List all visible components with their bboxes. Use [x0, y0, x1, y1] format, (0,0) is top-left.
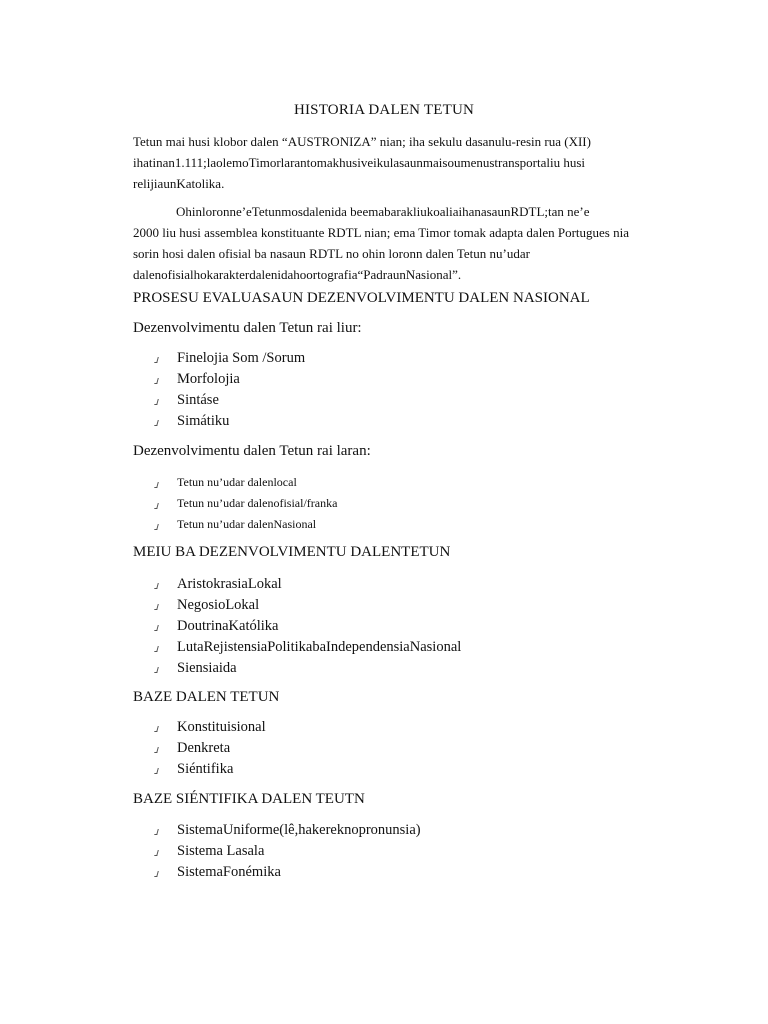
section-heading: BAZE DALEN TETUN [133, 689, 280, 705]
paragraph-line: 2000 liu husi assemblea konstituante RDTL nian; ema Timor tomak adapta dalen Portugues nia [133, 225, 629, 240]
bullet-icon [155, 420, 159, 426]
bullet-list [133, 822, 421, 885]
list-item [133, 719, 266, 740]
bullet-icon [155, 768, 159, 774]
bullet-icon [155, 357, 159, 363]
paragraph-line: dalenofisialhokarakterdalenidahoortografia“PadraunNasional”. [133, 267, 462, 282]
list-item [133, 761, 266, 782]
list-item-text: Simátiku [177, 413, 230, 429]
bullet-icon [155, 726, 159, 732]
list-item-text: Tetun nu’udar dalenlocal [177, 475, 297, 489]
bullet-icon [155, 747, 159, 753]
bullet-icon [155, 378, 159, 384]
bullet-icon [155, 646, 159, 652]
list-item [133, 864, 421, 885]
list-item [133, 597, 461, 618]
bullet-list [133, 719, 266, 782]
list-item [133, 392, 305, 413]
intro-line: Tetun mai husi klobor dalen “AUSTRONIZA” nian; iha sekulu dasanulu-resin rua (XII) [133, 134, 591, 149]
list-item-text: Tetun nu’udar dalenNasional [177, 517, 317, 531]
list-item [133, 371, 305, 392]
paragraph-line: sorin hosi dalen ofisial ba nasaun RDTL no ohin loronn dalen Tetun nu’udar [133, 246, 530, 261]
list-item-text: Konstituisional [177, 719, 266, 735]
list-item-text: Finelojia Som /Sorum [177, 350, 306, 366]
document-title: HISTORIA DALEN TETUN [293, 102, 475, 118]
list-item [133, 822, 421, 843]
list-item [133, 496, 337, 517]
intro-line: relijiaunKatolika. [133, 176, 225, 191]
bullet-icon [155, 482, 159, 488]
list-item-text: Denkreta [177, 740, 231, 756]
list-item-text: NegosioLokal [177, 597, 260, 613]
list-item [133, 413, 305, 434]
list-item-text: AristokrasiaLokal [177, 576, 282, 592]
list-item-text: Siensiaida [177, 660, 237, 676]
list-item-text: SistemaUniforme(lê,hakereknopronunsia) [177, 822, 421, 838]
bullet-icon [155, 871, 159, 877]
list-item [133, 660, 461, 681]
bullet-icon [155, 503, 159, 509]
bullet-icon [155, 667, 159, 673]
bullet-icon [155, 625, 159, 631]
bullet-icon [155, 829, 159, 835]
bullet-icon [155, 399, 159, 405]
list-item [133, 576, 461, 597]
paragraph-line: Ohinloronne’eTetunmosdalenida beemabarakliukoaliaihanasaunRDTL;tan ne’e [176, 204, 590, 219]
bullet-list [133, 576, 461, 681]
list-item-text: Tetun nu’udar dalenofisial/franka [177, 496, 338, 510]
section-heading: PROSESU EVALUASAUN DEZENVOLVIMENTU DALEN NASIONAL [133, 290, 590, 306]
list-item [133, 639, 461, 660]
bullet-list [133, 475, 337, 538]
list-item-text: Siéntifika [177, 761, 234, 777]
list-item [133, 843, 421, 864]
list-item [133, 517, 337, 538]
list-item [133, 350, 305, 371]
intro-line: ihatinan1.111;laolemoTimorlarantomakhusiveikulasaunmaisoumenustransportaliu husi [133, 155, 586, 170]
bullet-list [133, 350, 305, 434]
intro-paragraph [133, 131, 678, 194]
section-heading: BAZE SIÉNTIFIKA DALEN TEUTN [133, 791, 365, 807]
list-item-text: Sistema Lasala [177, 843, 265, 859]
bullet-icon [155, 524, 159, 530]
section-heading: MEIU BA DEZENVOLVIMENTU DALENTETUN [133, 544, 451, 560]
section-subtitle: Dezenvolvimentu dalen Tetun rai laran: [133, 443, 371, 459]
second-paragraph [133, 201, 678, 285]
list-item-text: Sintáse [177, 392, 219, 408]
list-item [133, 740, 266, 761]
list-item-text: SistemaFonémika [177, 864, 281, 880]
list-item-text: LutaRejistensiaPolitikabaIndependensiaNasional [177, 639, 462, 655]
list-item [133, 475, 337, 496]
list-item [133, 618, 461, 639]
bullet-icon [155, 604, 159, 610]
list-item-text: DoutrinaKatólika [177, 618, 279, 634]
bullet-icon [155, 850, 159, 856]
list-item-text: Morfolojia [177, 371, 240, 387]
section-subtitle: Dezenvolvimentu dalen Tetun rai liur: [133, 320, 362, 336]
bullet-icon [155, 583, 159, 589]
